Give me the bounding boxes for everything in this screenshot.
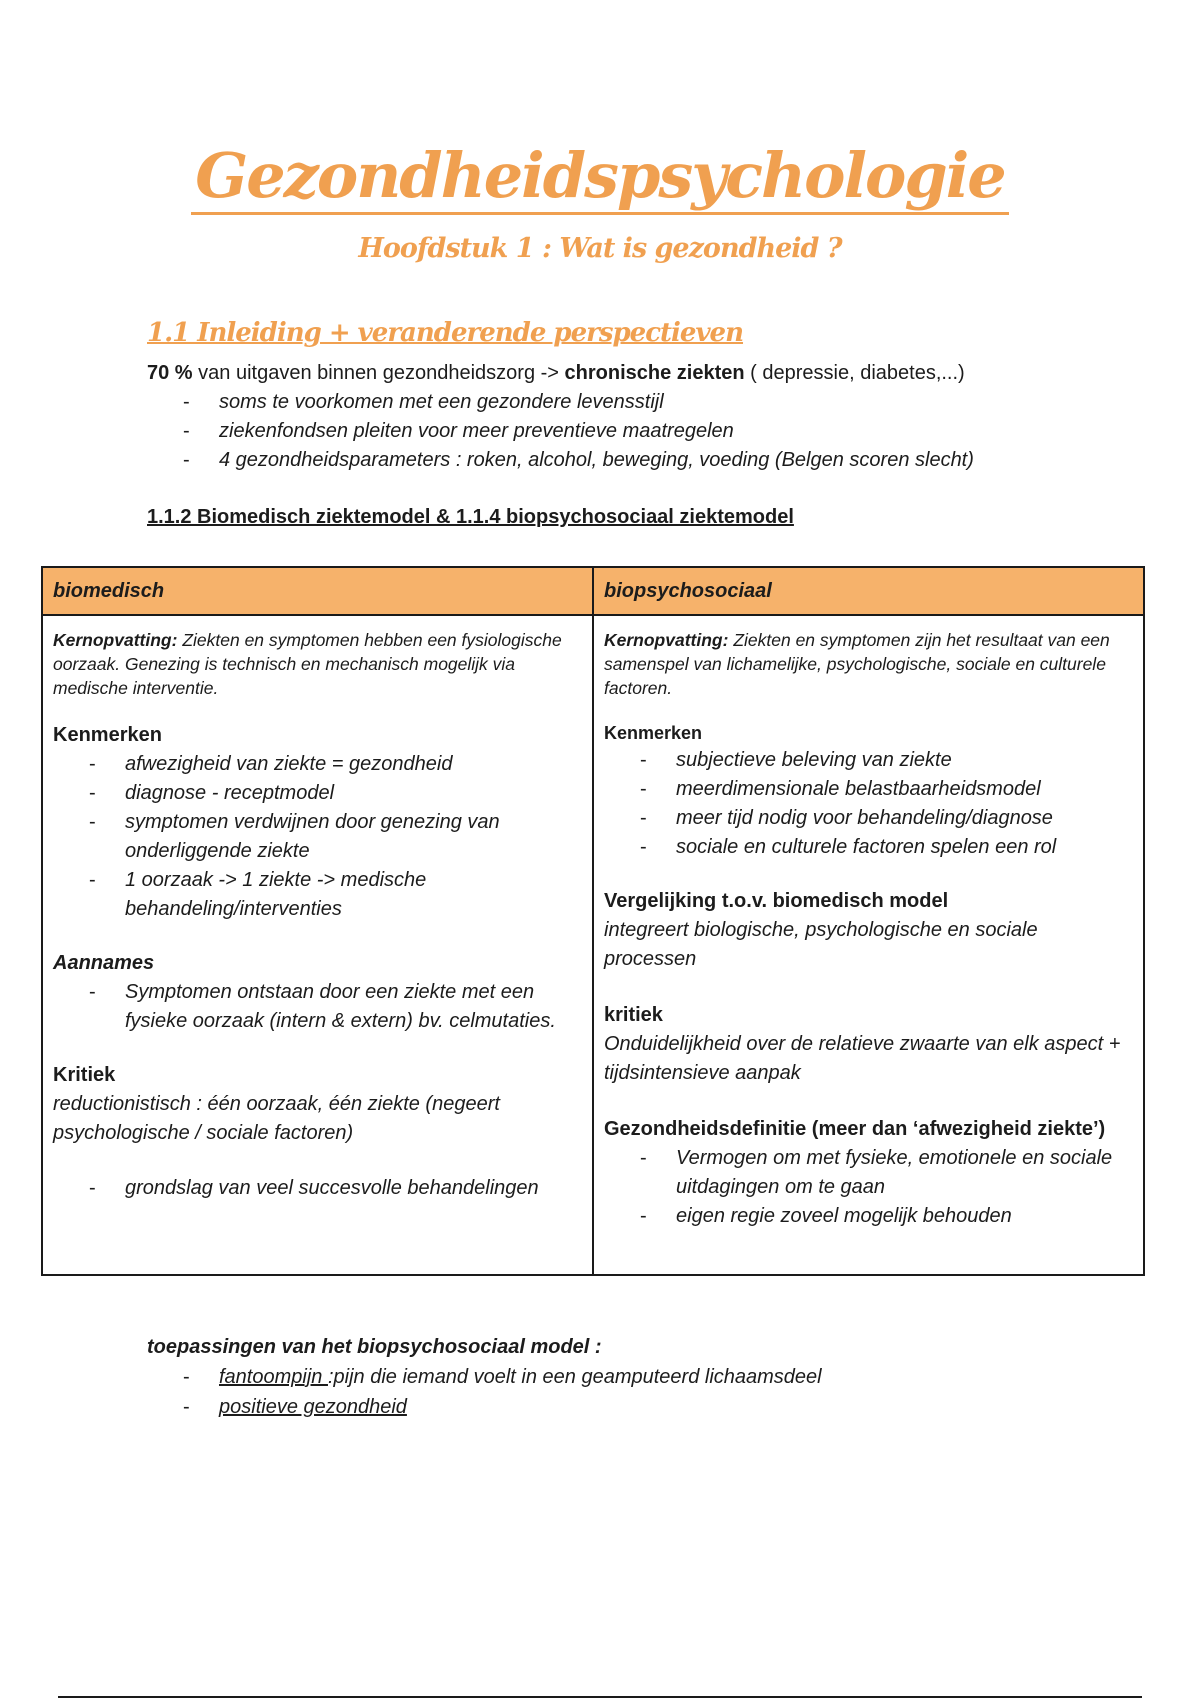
biopsychosociaal-kenmerken-list <box>604 746 1133 862</box>
biomedisch-kritiek-title: Kritiek <box>53 1064 116 1086</box>
biomedisch-kenmerken-title: Kenmerken <box>53 724 162 746</box>
biopsychosociaal-kritiek-title: kritiek <box>604 1004 663 1026</box>
biomedisch-kritiek-text: reductionistisch : één oorzaak, één ziekte (negeert psychologische / sociale factoren) <box>53 1093 500 1144</box>
biopsychosociaal-core-view <box>604 628 1133 700</box>
document-title: Gezondheidspsychologie <box>0 140 1200 212</box>
biomedisch-aannames-list <box>53 978 582 1036</box>
list-item <box>147 1392 1047 1422</box>
biopsychosociaal-vergelijking-title: Vergelijking t.o.v. biomedisch model <box>604 890 949 912</box>
list-item: - diagnose - receptmodel <box>53 779 582 808</box>
column-header-biomedisch: biomedisch <box>42 567 593 615</box>
biopsychosociaal-definitie-list <box>604 1144 1133 1231</box>
intro-middle: van uitgaven binnen gezondheidszorg -> <box>192 362 565 384</box>
list-item: - ziekenfondsen pleiten voor meer preventieve maatregelen <box>147 417 1087 446</box>
intro-percentage: 70 % <box>147 362 193 384</box>
application-term: fantoompijn <box>219 1366 328 1388</box>
column-header-biopsychosociaal: biopsychosociaal <box>593 567 1144 615</box>
biopsychosociaal-kenmerken-title: Kenmerken <box>604 723 703 743</box>
core-text: Ziekten en symptomen hebben een fysiologische oorzaak. Genezing is technisch en mechanisch mogelijk via medische interventie. <box>53 630 562 698</box>
list-item: - 1 oorzaak -> 1 ziekte -> medische behandeling/interventies <box>53 866 582 924</box>
list-item: - meer tijd nodig voor behandeling/diagnose <box>604 804 1133 833</box>
intro-examples: ( depressie, diabetes,...) <box>744 362 965 384</box>
list-item: - afwezigheid van ziekte = gezondheid <box>53 750 582 779</box>
biopsychosociaal-cell <box>593 615 1144 1275</box>
biopsychosociaal-kritiek-text: Onduidelijkheid over de relatieve zwaarte van elk aspect + tijdsintensieve aanpak <box>604 1033 1121 1084</box>
list-item: - symptomen verdwijnen door genezing van onderliggende ziekte <box>53 808 582 866</box>
section-heading-models: 1.1.2 Biomedisch ziektemodel & 1.1.4 biopsychosociaal ziektemodel <box>147 506 794 528</box>
biomedisch-kritiek-list <box>53 1174 582 1203</box>
list-item: - subjectieve beleving van ziekte <box>604 746 1133 775</box>
applications-title: toepassingen van het biopsychosociaal model : <box>147 1336 602 1358</box>
section-heading-intro: 1.1 Inleiding + veranderende perspectieven <box>147 318 744 348</box>
page-bottom-rule <box>58 1696 1142 1698</box>
application-description: :pijn die iemand voelt in een geamputeerd lichaamsdeel <box>327 1366 822 1388</box>
list-item: - Symptomen ontstaan door een ziekte met een fysieke oorzaak (intern & extern) bv. celmutaties. <box>53 978 582 1036</box>
core-label: Kernopvatting: <box>604 630 729 650</box>
list-item: - 4 gezondheidsparameters : roken, alcohol, beweging, voeding (Belgen scoren slecht) <box>147 446 1087 475</box>
applications-block <box>147 1332 1047 1422</box>
list-item: - Vermogen om met fysieke, emotionele en sociale uitdagingen om te gaan <box>604 1144 1133 1202</box>
model-comparison-table <box>41 566 1145 1276</box>
biopsychosociaal-definitie-title: Gezondheidsdefinitie (meer dan ‘afwezigheid ziekte’) <box>604 1118 1106 1140</box>
list-item: - meerdimensionale belastbaarheidsmodel <box>604 775 1133 804</box>
biomedisch-cell <box>42 615 593 1275</box>
list-item: - grondslag van veel succesvolle behandelingen <box>53 1174 582 1203</box>
list-item: - soms te voorkomen met een gezondere levensstijl <box>147 388 1087 417</box>
applications-list <box>147 1362 1047 1422</box>
intro-block <box>147 358 1087 475</box>
intro-list <box>147 388 1087 475</box>
intro-sentence <box>147 358 1087 388</box>
biopsychosociaal-vergelijking-text: integreert biologische, psychologische en sociale processen <box>604 919 1038 970</box>
biomedisch-kenmerken-list <box>53 750 582 924</box>
biomedisch-core-view <box>53 628 582 700</box>
list-item <box>147 1362 1047 1392</box>
chapter-subtitle: Hoofdstuk 1 : Wat is gezondheid ? <box>358 233 842 264</box>
core-label: Kernopvatting: <box>53 630 178 650</box>
intro-highlight: chronische ziekten <box>564 362 745 384</box>
list-item: - eigen regie zoveel mogelijk behouden <box>604 1202 1133 1231</box>
biomedisch-aannames-title: Aannames <box>53 952 155 974</box>
core-text: Ziekten en symptomen zijn het resultaat van een samenspel van lichamelijke, psychologische, sociale en culturele factoren. <box>604 630 1110 698</box>
list-item: - sociale en culturele factoren spelen een rol <box>604 833 1133 862</box>
application-term: positieve gezondheid <box>219 1396 407 1418</box>
